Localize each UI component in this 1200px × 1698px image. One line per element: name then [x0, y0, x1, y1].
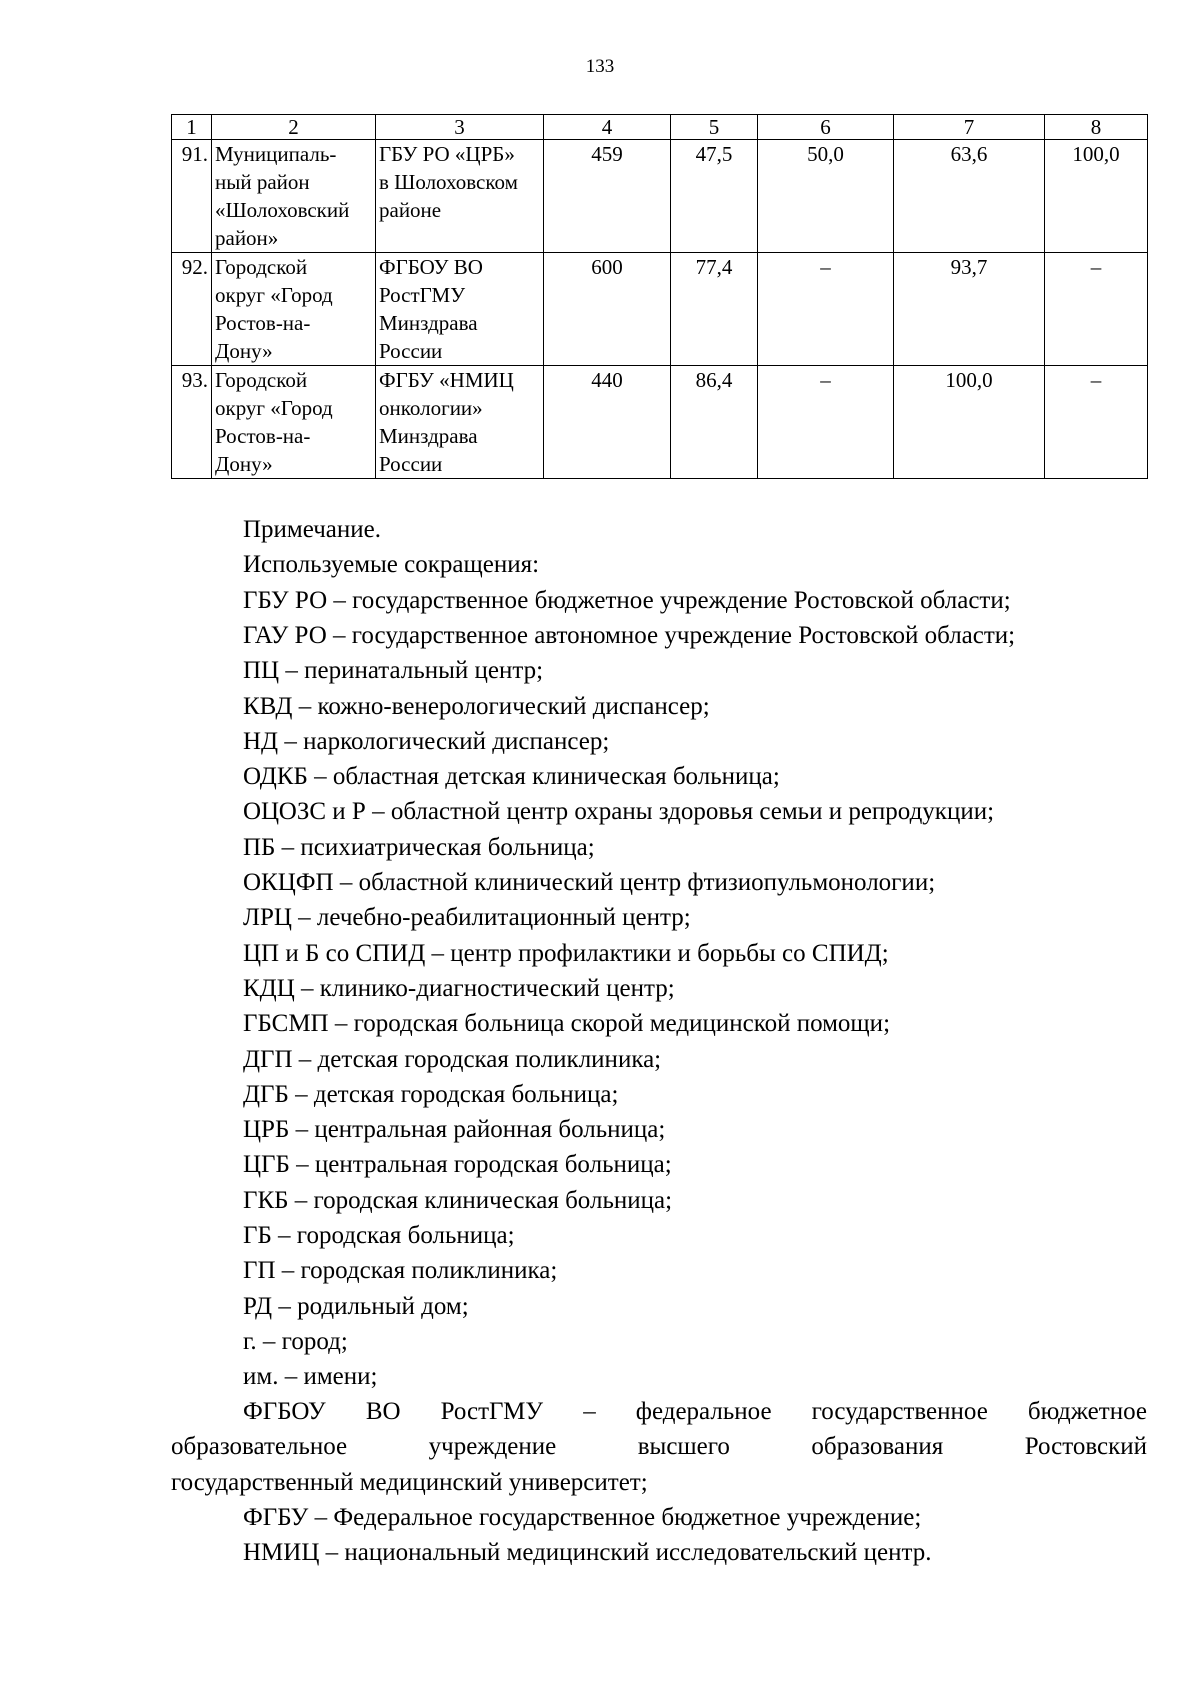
- abbreviation-item: ГКБ – городская клиническая больница;: [243, 1186, 673, 1214]
- header-cell: 8: [1045, 115, 1148, 140]
- header-cell: 3: [376, 115, 544, 140]
- value-cell-c4: 459: [544, 140, 671, 253]
- header-cell: 1: [172, 115, 212, 140]
- nmic-abbreviation: НМИЦ – национальный медицинский исследовательский центр.: [243, 1539, 932, 1567]
- abbreviation-item: ПЦ – перинатальный центр;: [243, 657, 544, 685]
- org-line: РостГМУ: [379, 283, 466, 307]
- value-cell-c5: 77,4: [671, 253, 758, 366]
- org-line: ГБУ РО «ЦРБ»: [379, 142, 515, 166]
- header-cell: 2: [212, 115, 376, 140]
- page-number: 133: [585, 56, 615, 77]
- region-line: Дону»: [215, 339, 273, 363]
- region-line: ный район: [215, 170, 310, 194]
- table-row: [172, 366, 1148, 479]
- org-line: России: [379, 339, 443, 363]
- value-cell-c6: 50,0: [758, 140, 894, 253]
- fgbou-line-2: образовательное учреждение высшего образования Ростовский: [171, 1433, 1147, 1461]
- org-cell: [376, 140, 544, 253]
- fgbou-line-3: государственный медицинский университет;: [171, 1468, 648, 1496]
- table-row: [172, 253, 1148, 366]
- value-cell-c7: 100,0: [894, 366, 1045, 479]
- org-line: в Шолоховском: [379, 170, 518, 194]
- region-line: Ростов-на-: [215, 424, 311, 448]
- value-cell-c4: 440: [544, 366, 671, 479]
- fgbou-line-1: ФГБОУ ВО РостГМУ – федеральное государственное бюджетное: [243, 1398, 1147, 1425]
- abbreviation-item: ЦРБ – центральная районная больница;: [243, 1116, 666, 1144]
- abbreviation-item: г. – город;: [243, 1327, 348, 1355]
- org-cell: [376, 253, 544, 366]
- header-cell: 6: [758, 115, 894, 140]
- header-cell: 4: [544, 115, 671, 140]
- value-cell-c8: 100,0: [1045, 140, 1148, 253]
- org-line: России: [379, 452, 443, 476]
- org-line: Минздрава: [379, 424, 478, 448]
- region-cell: [212, 253, 376, 366]
- abbreviation-item: ЛРЦ – лечебно-реабилитационный центр;: [243, 904, 691, 932]
- data-table: [171, 114, 1148, 479]
- abbreviation-item: ЦП и Б со СПИД – центр профилактики и борьбы со СПИД;: [243, 939, 889, 967]
- org-line: районе: [379, 198, 442, 222]
- abbreviation-item: им. – имени;: [243, 1363, 378, 1391]
- abbreviation-item: НД – наркологический диспансер;: [243, 727, 610, 755]
- org-line: ФГБОУ ВО: [379, 255, 483, 279]
- region-line: округ «Город: [215, 283, 333, 307]
- org-line: ФГБУ «НМИЦ: [379, 368, 514, 392]
- region-line: Городской: [215, 368, 308, 392]
- region-line: Муниципаль-: [215, 142, 337, 166]
- value-cell-c8: –: [1045, 253, 1148, 366]
- region-line: Ростов-на-: [215, 311, 311, 335]
- abbreviation-item: ГП – городская поликлиника;: [243, 1257, 558, 1285]
- abbreviation-item: ДГП – детская городская поликлиника;: [243, 1045, 662, 1073]
- abbreviation-item: ГБ – городская больница;: [243, 1222, 515, 1249]
- row-number-cell: 91.: [172, 140, 212, 253]
- header-cell: 7: [894, 115, 1045, 140]
- region-line: Городской: [215, 255, 308, 279]
- value-cell-c7: 63,6: [894, 140, 1045, 253]
- abbreviation-item: КВД – кожно-венерологический диспансер;: [243, 692, 710, 720]
- region-line: округ «Город: [215, 396, 333, 420]
- fgbu-abbreviation: ФГБУ – Федеральное государственное бюджетное учреждение;: [243, 1503, 922, 1531]
- abbreviation-item: ГБУ РО – государственное бюджетное учреждение Ростовской области;: [243, 586, 1011, 614]
- org-line: Минздрава: [379, 311, 478, 335]
- abbreviation-item: ПБ – психиатрическая больница;: [243, 833, 595, 861]
- table-header-row: [172, 115, 1148, 140]
- row-number-cell: 93.: [172, 366, 212, 479]
- abbreviation-item: ОДКБ – областная детская клиническая больница;: [243, 763, 780, 791]
- value-cell-c6: –: [758, 253, 894, 366]
- region-line: район»: [215, 226, 279, 250]
- value-cell-c7: 93,7: [894, 253, 1045, 366]
- abbreviation-item: РД – родильный дом;: [243, 1292, 469, 1320]
- region-cell: [212, 366, 376, 479]
- value-cell-c8: –: [1045, 366, 1148, 479]
- header-cell: 5: [671, 115, 758, 140]
- row-number-cell: 92.: [172, 253, 212, 366]
- value-cell-c5: 86,4: [671, 366, 758, 479]
- value-cell-c5: 47,5: [671, 140, 758, 253]
- notes-title: Примечание.: [243, 516, 382, 543]
- region-line: Дону»: [215, 452, 273, 476]
- abbreviation-item: ЦГБ – центральная городская больница;: [243, 1151, 672, 1179]
- abbreviation-item: ГАУ РО – государственное автономное учреждение Ростовской области;: [243, 621, 1016, 649]
- table-row: [172, 140, 1148, 253]
- abbreviation-item: ОЦОЗС и Р – областной центр охраны здоровья семьи и репродукции;: [243, 798, 995, 826]
- org-line: онкологии»: [379, 396, 483, 420]
- org-cell: [376, 366, 544, 479]
- notes-subtitle: Используемые сокращения:: [243, 551, 540, 579]
- value-cell-c4: 600: [544, 253, 671, 366]
- abbreviation-item: ГБСМП – городская больница скорой медицинской помощи;: [243, 1010, 891, 1038]
- abbreviation-item: ОКЦФП – областной клинический центр фтизиопульмонологии;: [243, 869, 936, 896]
- abbreviation-item: КДЦ – клинико-диагностический центр;: [243, 974, 675, 1002]
- abbreviation-item: ДГБ – детская городская больница;: [243, 1080, 619, 1108]
- region-cell: [212, 140, 376, 253]
- value-cell-c6: –: [758, 366, 894, 479]
- region-line: «Шолоховский: [215, 198, 350, 222]
